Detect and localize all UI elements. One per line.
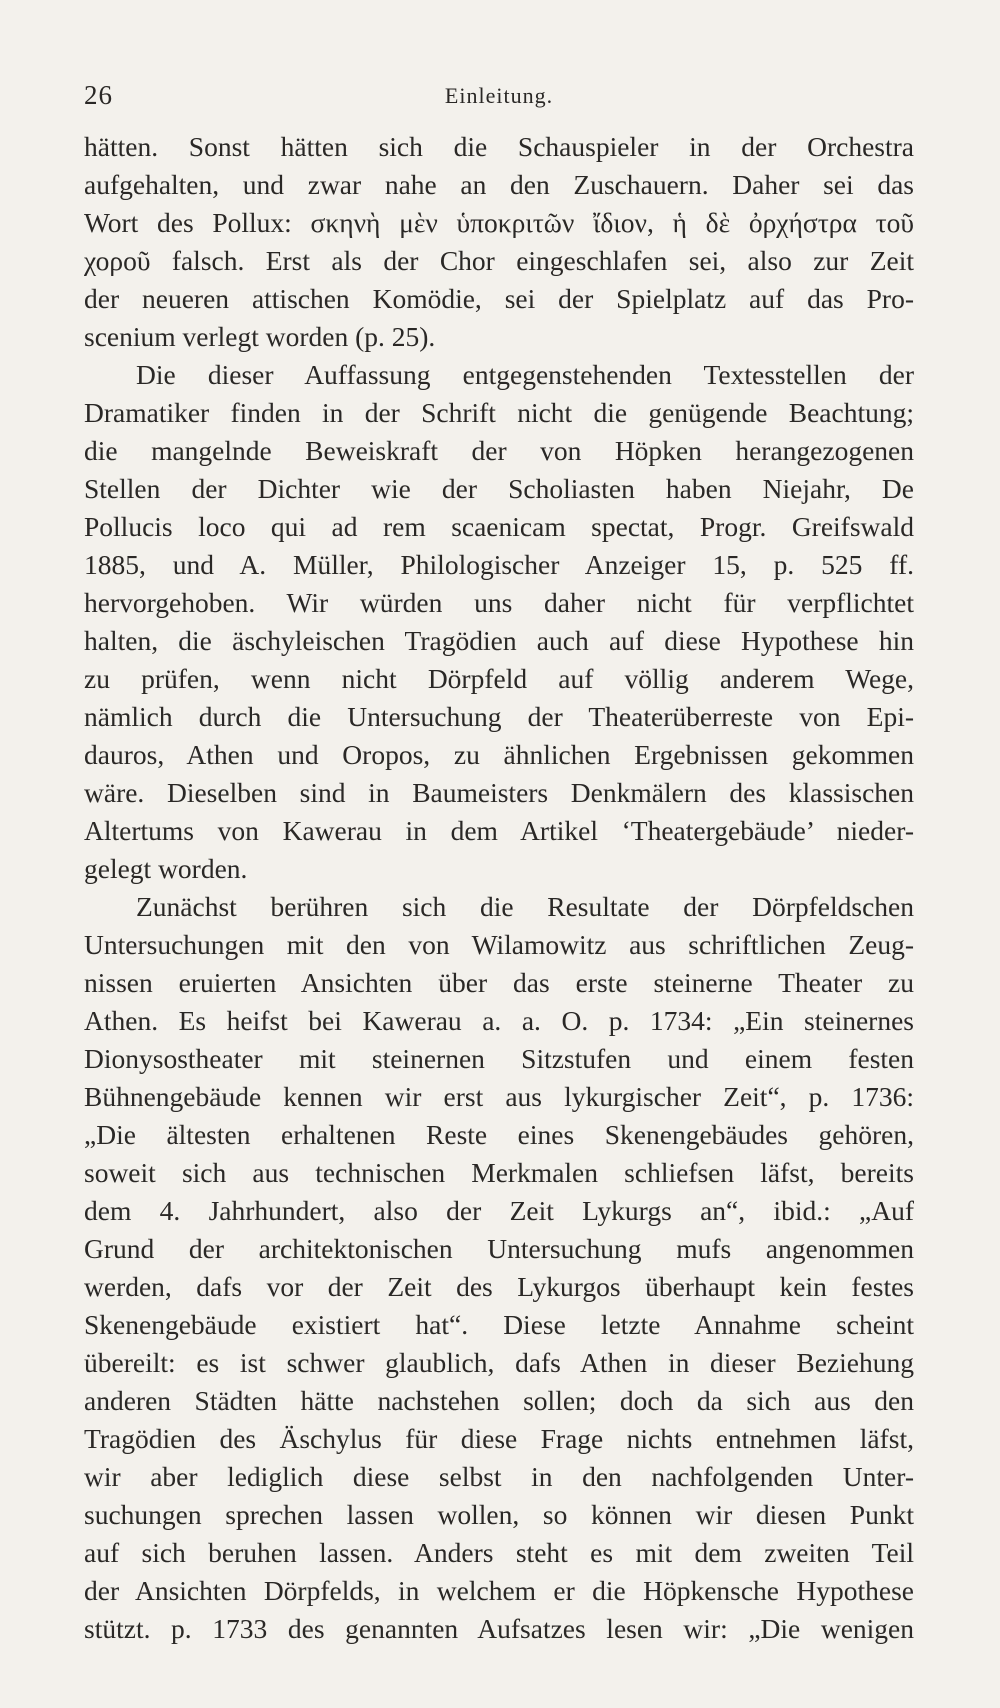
page-number: 26	[84, 80, 113, 110]
text-line: dauros, Athen und Oropos, zu ähnlichen Ergebnissen gekommen	[84, 739, 914, 770]
text-line: der Ansichten Dörpfelds, in welchem er die Höpkensche Hypothese	[84, 1575, 914, 1606]
text-line: Die dieser Auffassung entgegenstehenden Textesstellen der	[136, 359, 914, 390]
text-line: halten, die äschyleischen Tragödien auch auf diese Hypothese hin	[84, 625, 914, 656]
text-line: hätten. Sonst hätten sich die Schauspieler in der Orchestra	[84, 131, 914, 162]
text-line: Grund der architektonischen Untersuchung mufs angenommen	[84, 1233, 914, 1264]
text-line: nämlich durch die Untersuchung der Theaterüberreste von Epi-	[84, 701, 914, 732]
text-line: „Die ältesten erhaltenen Reste eines Skenengebäudes gehören,	[84, 1119, 914, 1150]
text-line: übereilt: es ist schwer glaublich, dafs Athen in dieser Beziehung	[84, 1347, 914, 1378]
text-line: nissen eruierten Ansichten über das erste steinerne Theater zu	[84, 967, 914, 998]
text-line: gelegt worden.	[84, 853, 248, 884]
text-line: auf sich beruhen lassen. Anders steht es mit dem zweiten Teil	[84, 1537, 914, 1568]
text-line: Dionysostheater mit steinernen Sitzstufen und einem festen	[84, 1043, 914, 1074]
text-line: Bühnengebäude kennen wir erst aus lykurgischer Zeit“, p. 1736:	[84, 1081, 914, 1112]
text-line: scenium verlegt worden (p. 25).	[84, 321, 436, 352]
text-line: Altertums von Kawerau in dem Artikel ‘Theatergebäude’ nieder-	[84, 815, 914, 846]
text-line: werden, dafs vor der Zeit des Lykurgos überhaupt kein festes	[84, 1271, 914, 1302]
text-line: suchungen sprechen lassen wollen, so können wir diesen Punkt	[84, 1499, 914, 1530]
text-line: Athen. Es heifst bei Kawerau a. a. O. p. 1734: „Ein steinernes	[84, 1005, 914, 1036]
text-line: soweit sich aus technischen Merkmalen schliefsen läfst, bereits	[84, 1157, 914, 1188]
text-line: 1885, und A. Müller, Philologischer Anzeiger 15, p. 525 ff.	[84, 549, 914, 580]
text-line: Stellen der Dichter wie der Scholiasten haben Niejahr, De	[84, 473, 914, 504]
text-line: dem 4. Jahrhundert, also der Zeit Lykurgs an“, ibid.: „Auf	[84, 1195, 914, 1226]
text-line: Zunächst berühren sich die Resultate der Dörpfeldschen	[136, 891, 914, 922]
text-line: Pollucis loco qui ad rem scaenicam spectat, Progr. Greifswald	[84, 511, 914, 542]
text-line: die mangelnde Beweiskraft der von Höpken herangezogenen	[84, 435, 914, 466]
text-line: aufgehalten, und zwar nahe an den Zuschauern. Daher sei das	[84, 169, 914, 200]
body-text	[84, 128, 914, 1648]
text-line: Wort des Pollux: σκηνὴ μὲν ὑποκριτῶν ἴδιον, ἡ δὲ ὀρχήστρα τοῦ	[84, 207, 914, 238]
text-line: Tragödien des Äschylus für diese Frage nichts entnehmen läfst,	[84, 1423, 914, 1454]
running-head	[84, 80, 914, 112]
text-line: zu prüfen, wenn nicht Dörpfeld auf völlig anderem Wege,	[84, 663, 914, 694]
text-line: anderen Städten hätte nachstehen sollen; doch da sich aus den	[84, 1385, 914, 1416]
text-line: χοροῦ falsch. Erst als der Chor eingeschlafen sei, also zur Zeit	[84, 245, 914, 276]
text-line: stützt. p. 1733 des genannten Aufsatzes lesen wir: „Die wenigen	[84, 1613, 914, 1644]
text-line: Untersuchungen mit den von Wilamowitz aus schriftlichen Zeug-	[84, 929, 914, 960]
text-line: Dramatiker finden in der Schrift nicht die genügende Beachtung;	[84, 397, 914, 428]
text-line: wir aber lediglich diese selbst in den nachfolgenden Unter-	[84, 1461, 914, 1492]
text-line: hervorgehoben. Wir würden uns daher nicht für verpflichtet	[84, 587, 914, 618]
text-line: Skenengebäude existiert hat“. Diese letzte Annahme scheint	[84, 1309, 914, 1340]
text-line: wäre. Dieselben sind in Baumeisters Denkmälern des klassischen	[84, 777, 914, 808]
running-title: Einleitung.	[444, 83, 554, 108]
text-line: der neueren attischen Komödie, sei der Spielplatz auf das Pro-	[84, 283, 914, 314]
